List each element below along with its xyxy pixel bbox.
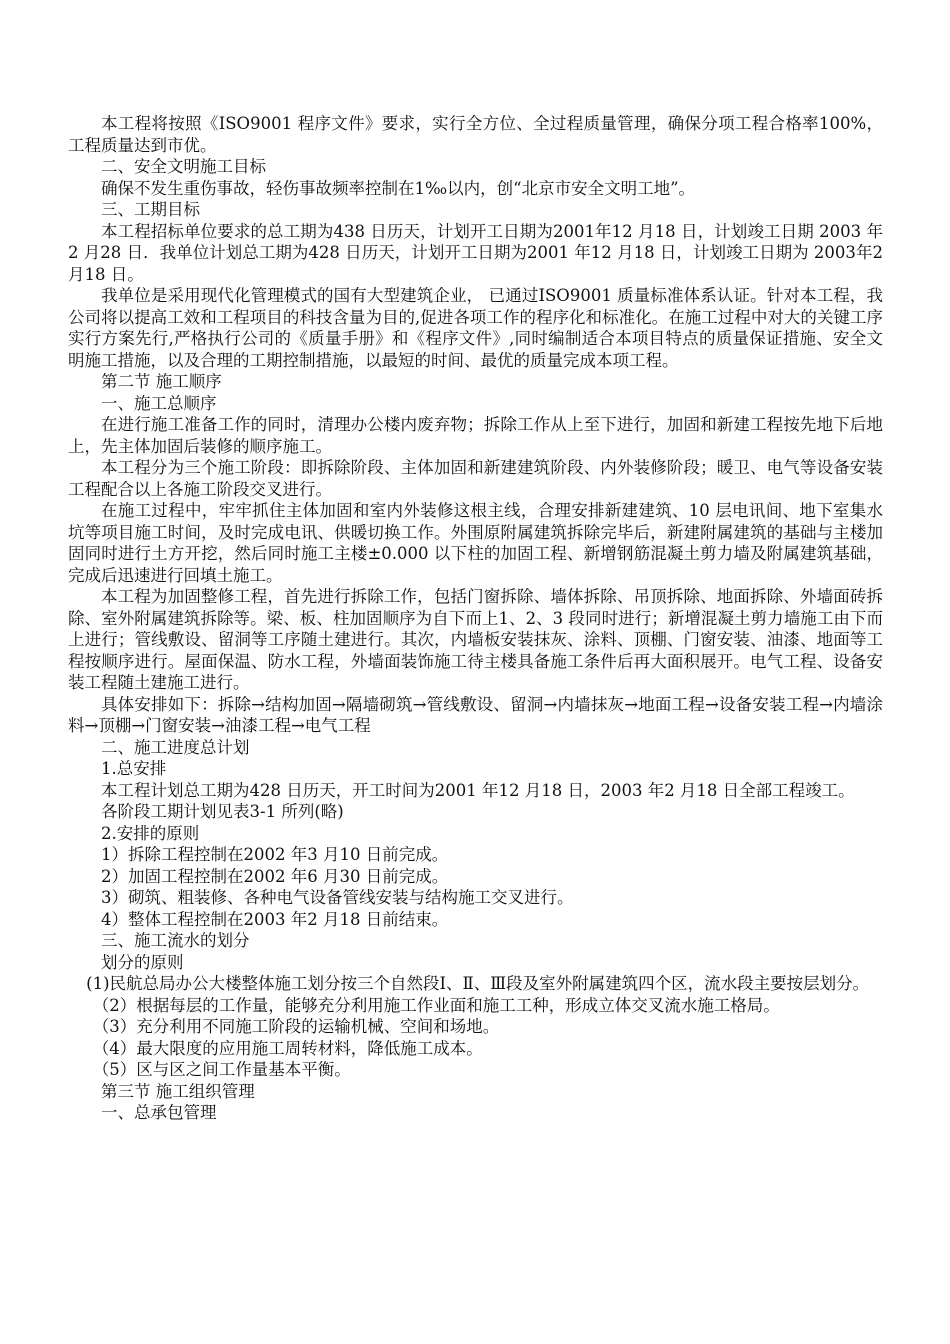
paragraph-arrangement: 具体安排如下：拆除→结构加固→隔墙砌筑→管线敷设、留洞→内墙抹灰→地面工程→设备安装工程→内墙涂料→顶棚→门窗安装→油漆工程→电气工程	[68, 694, 883, 735]
heading-flow-division: 三、施工流水的划分	[101, 931, 250, 950]
paragraph-sequence-3: 在施工过程中，牢牢抓住主体加固和室内外装修这根主线，合理安排新建建筑、10 层电讯间、地下室集水坑等项目施工时间，及时完成电讯、供暖切换工作。外围原附属建筑拆除完毕后，新建附属建筑的基础与主楼加固同时进行土方开挖，然后同时施工主楼±0.000 以下柱的加固工程、新增钢筋混凝土剪力墙及附属建筑基础，完成后迅速进行回填土施工。	[68, 501, 883, 585]
paragraph-company-intro: 我单位是采用现代化管理模式的国有大型建筑企业， 已通过ISO9001 质量标准体系认证。针对本工程，我公司将以提高工效和工程项目的科技含量为目的,促进各项工作的程序化和标准化。在施工过程中对大的关键工序实行方案先行,严格执行公司的《质量手册》和《程序文件》,同时编制适合本项目特点的质量保证措施、安全文明施工措施，以及合理的工期控制措施，以最短的时间、最优的质量完成本项工程。	[68, 286, 883, 370]
list-item-division-5: （5）区与区之间工作量基本平衡。	[92, 1060, 351, 1079]
heading-schedule-goal: 三、工期目标	[101, 200, 200, 219]
list-item-division-1: (1)民航总局办公大楼整体施工划分按三个自然段Ⅰ、Ⅱ、Ⅲ段及室外附属建筑四个区，流水段主要按层划分。	[86, 974, 870, 993]
heading-general-arrangement: 1.总安排	[101, 759, 167, 778]
heading-section-2: 第二节 施工顺序	[101, 372, 222, 391]
paragraph-total-duration: 本工程计划总工期为428 日历天，开工时间为2001 年12 月18 日，2003 年2 月18 日全部工程竣工。	[101, 780, 855, 800]
list-item-overall-finish: 4）整体工程控制在2003 年2 月18 日前结束。	[101, 909, 449, 929]
list-item-division-3: （3）充分利用不同施工阶段的运输机械、空间和场地。	[92, 1017, 500, 1036]
paragraph-stage-table-ref: 各阶段工期计划见表3-1 所列(略)	[101, 802, 344, 821]
paragraph-sequence-1: 在进行施工准备工作的同时，清理办公楼内废弃物；拆除工作从上至下进行，加固和新建工程按先地下后地上，先主体加固后装修的顺序施工。	[68, 415, 883, 456]
list-item-masonry: 3）砌筑、粗装修、各种电气设备管线安装与结构施工交叉进行。	[101, 888, 574, 907]
heading-principles: 2.安排的原则	[101, 823, 200, 843]
paragraph-sequence-4: 本工程为加固整修工程，首先进行拆除工作，包括门窗拆除、墙体拆除、吊顶拆除、地面拆除、外墙面砖拆除、室外附属建筑拆除等。梁、板、柱加固顺序为自下而上1、2、3 段同时进行；新增混凝土剪力墙施工由下而上进行；管线敷设、留洞等工序随土建进行。其次，内墙板安装抹灰、涂料、顶棚、门窗安装、油漆、地面等工程按顺序进行。屋面保温、防水工程，外墙面装饰施工待主楼具备施工条件后再大面积展开。电气工程、设备安装工程随土建施工进行。	[68, 587, 883, 692]
paragraph-sequence-2: 本工程分为三个施工阶段：即拆除阶段、主体加固和新建建筑阶段、内外装修阶段；暖卫、电气等设备安装工程配合以上各施工阶段交叉进行。	[68, 458, 883, 499]
list-item-reinforcement: 2）加固工程控制在2002 年6 月30 日前完成。	[101, 866, 449, 886]
paragraph-quality-goal: 本工程将按照《ISO9001 程序文件》要求，实行全方位、全过程质量管理，确保分项工程合格率100%，工程质量达到市优。	[68, 114, 883, 155]
heading-overall-sequence: 一、施工总顺序	[101, 393, 217, 413]
heading-master-schedule: 二、施工进度总计划	[101, 737, 250, 757]
heading-division-principles: 划分的原则	[101, 952, 184, 972]
heading-section-3: 第三节 施工组织管理	[101, 1081, 255, 1101]
list-item-division-4: （4）最大限度的应用施工周转材料，降低施工成本。	[92, 1038, 483, 1058]
document-page	[68, 113, 883, 1124]
list-item-division-2: （2）根据每层的工作量，能够充分利用施工作业面和施工工种，形成立体交叉流水施工格局。	[92, 995, 780, 1015]
paragraph-safety-goal: 确保不发生重伤事故，轻伤事故频率控制在1‰以内，创“北京市安全文明工地”。	[101, 178, 696, 198]
heading-safety-goal: 二、安全文明施工目标	[101, 157, 266, 176]
heading-general-contracting: 一、总承包管理	[101, 1103, 217, 1122]
paragraph-schedule-goal: 本工程招标单位要求的总工期为438 日历天，计划开工日期为2001年12 月18 日，计划竣工日期 2003 年2 月28 日．我单位计划总工期为428 日历天，计划开工日期为2001 年12 月18 日，计划竣工日期为 2003年2 月18 日。	[68, 221, 883, 284]
list-item-demolition: 1）拆除工程控制在2002 年3 月10 日前完成。	[101, 845, 449, 864]
